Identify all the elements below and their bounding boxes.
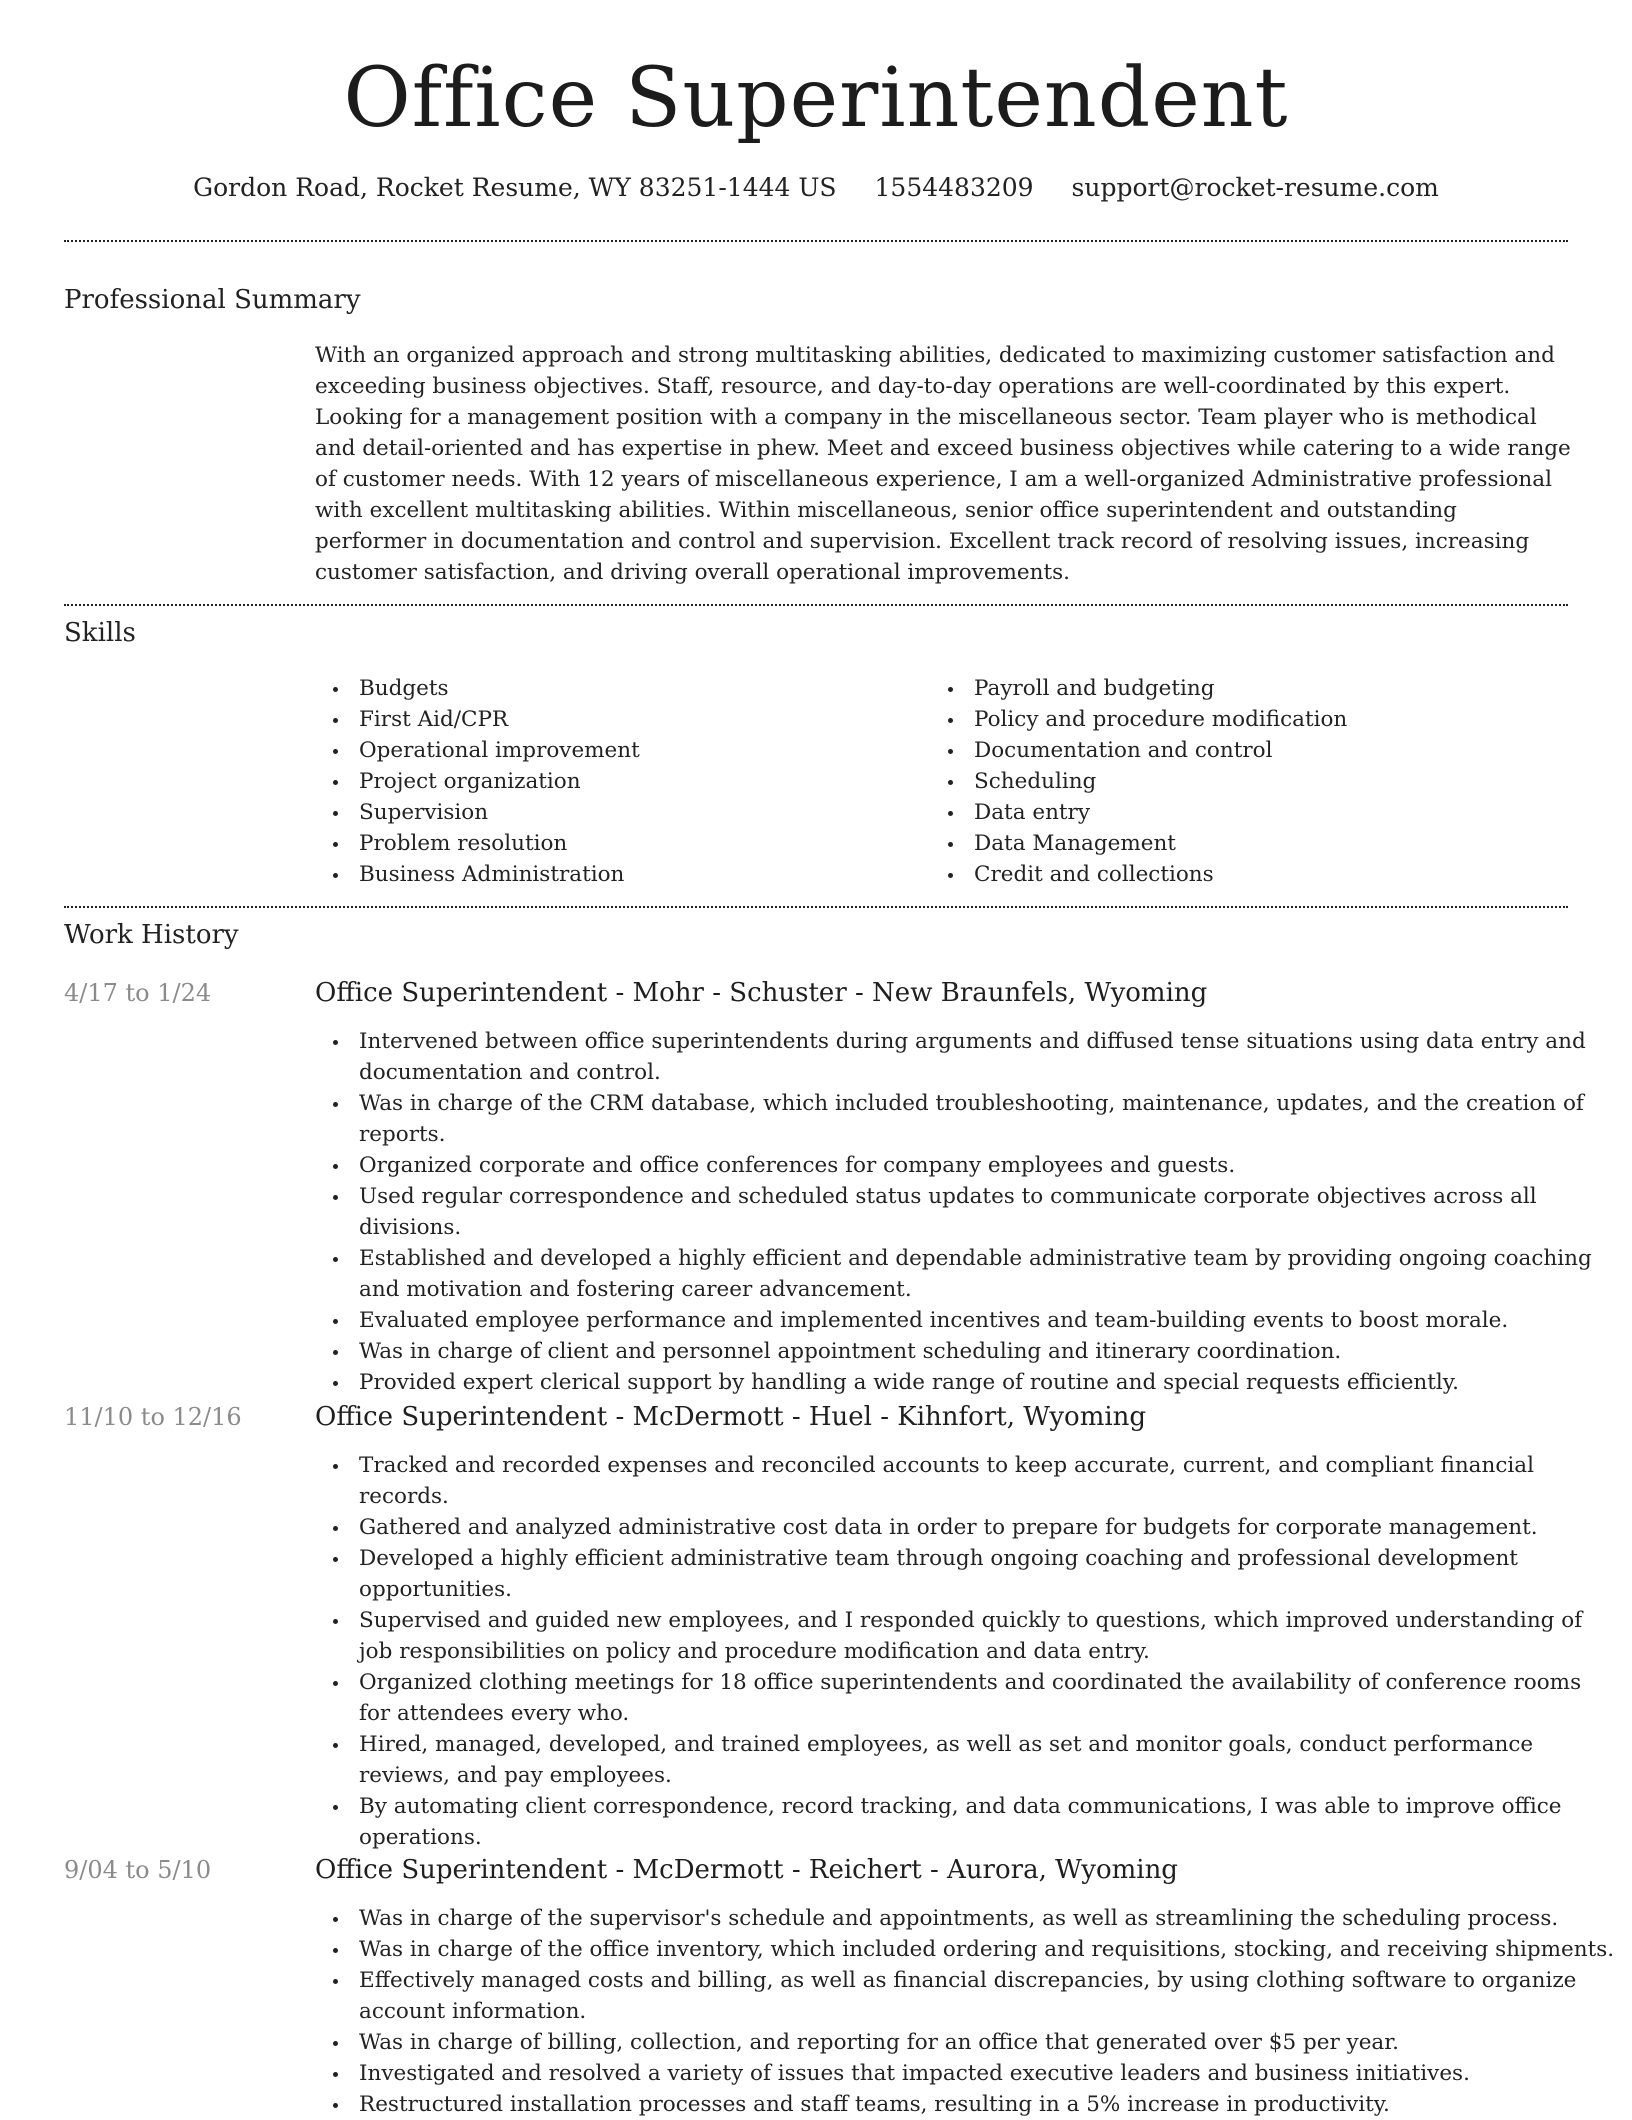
job-bullet: Established and developed a highly efficient and dependable administrative team by providing ongoing coaching and motivation and fostering career advancement. bbox=[359, 1243, 1615, 1305]
skill-item: Policy and procedure modification bbox=[974, 704, 1574, 735]
skill-item: Scheduling bbox=[974, 766, 1574, 797]
work-history-heading: Work History bbox=[64, 920, 239, 950]
skills-list-left bbox=[315, 673, 959, 890]
job-bullet: Was in charge of the office inventory, which included ordering and requisitions, stocking, and receiving shipments. bbox=[359, 1934, 1615, 1965]
skill-item: Business Administration bbox=[359, 859, 959, 890]
job-title: Office Superintendent - McDermott - Reichert - Aurora, Wyoming bbox=[315, 1855, 1178, 1885]
contact-phone: 1554483209 bbox=[874, 173, 1034, 202]
skill-item: Payroll and budgeting bbox=[974, 673, 1574, 704]
job-bullet: Evaluated employee performance and implemented incentives and team-building events to boost morale. bbox=[359, 1305, 1615, 1336]
job-bullets bbox=[315, 1450, 1615, 1853]
job-bullets bbox=[315, 1903, 1615, 2120]
job-bullet: Restructured installation processes and staff teams, resulting in a 5% increase in productivity. bbox=[359, 2089, 1615, 2120]
job-bullet: Used regular correspondence and scheduled status updates to communicate corporate objectives across all divisions. bbox=[359, 1181, 1615, 1243]
contact-line bbox=[0, 170, 1632, 206]
job-bullet: Was in charge of client and personnel appointment scheduling and itinerary coordination. bbox=[359, 1336, 1615, 1367]
summary-heading: Professional Summary bbox=[64, 285, 361, 315]
job-bullet: Intervened between office superintendents during arguments and diffused tense situations using data entry and documentation and control. bbox=[359, 1026, 1615, 1088]
job-title: Office Superintendent - McDermott - Huel - Kihnfort, Wyoming bbox=[315, 1402, 1147, 1432]
job-dates: 9/04 to 5/10 bbox=[64, 1856, 212, 1884]
job-bullet: Hired, managed, developed, and trained employees, as well as set and monitor goals, conduct performance reviews, and pay employees. bbox=[359, 1729, 1615, 1791]
section-divider bbox=[64, 906, 1568, 908]
skill-item: Problem resolution bbox=[359, 828, 959, 859]
job-bullet: Was in charge of the CRM database, which included troubleshooting, maintenance, updates, and the creation of reports. bbox=[359, 1088, 1615, 1150]
skill-item: Operational improvement bbox=[359, 735, 959, 766]
job-bullet: Gathered and analyzed administrative cost data in order to prepare for budgets for corporate management. bbox=[359, 1512, 1615, 1543]
job-bullet: By automating client correspondence, record tracking, and data communications, I was able to improve office operations. bbox=[359, 1791, 1615, 1853]
job-bullet: Developed a highly efficient administrative team through ongoing coaching and professional development opportunities. bbox=[359, 1543, 1615, 1605]
job-bullet: Organized clothing meetings for 18 office superintendents and coordinated the availability of conference rooms for attendees every who. bbox=[359, 1667, 1615, 1729]
skills-heading: Skills bbox=[64, 618, 136, 648]
job-bullet: Was in charge of the supervisor's schedule and appointments, as well as streamlining the scheduling process. bbox=[359, 1903, 1615, 1934]
resume-name: Office Superintendent bbox=[343, 51, 1289, 146]
job-bullet: Tracked and recorded expenses and reconciled accounts to keep accurate, current, and compliant financial records. bbox=[359, 1450, 1615, 1512]
skill-item: Documentation and control bbox=[974, 735, 1574, 766]
skill-item: Project organization bbox=[359, 766, 959, 797]
skills-list-right bbox=[930, 673, 1574, 890]
contact-email: support@rocket-resume.com bbox=[1071, 173, 1439, 202]
job-bullet: Organized corporate and office conferences for company employees and guests. bbox=[359, 1150, 1615, 1181]
contact-address: Gordon Road, Rocket Resume, WY 83251-1444 US bbox=[193, 173, 837, 202]
job-bullet: Provided expert clerical support by handling a wide range of routine and special requests efficiently. bbox=[359, 1367, 1615, 1398]
skill-item: Budgets bbox=[359, 673, 959, 704]
skill-item: Data entry bbox=[974, 797, 1574, 828]
section-divider bbox=[64, 604, 1568, 606]
job-bullet: Supervised and guided new employees, and I responded quickly to questions, which improved understanding of job responsibilities on policy and procedure modification and data entry. bbox=[359, 1605, 1615, 1667]
skill-item: Supervision bbox=[359, 797, 959, 828]
job-title: Office Superintendent - Mohr - Schuster - New Braunfels, Wyoming bbox=[315, 978, 1208, 1008]
job-bullets bbox=[315, 1026, 1615, 1398]
job-dates: 11/10 to 12/16 bbox=[64, 1403, 242, 1431]
job-dates: 4/17 to 1/24 bbox=[64, 979, 212, 1007]
skill-item: Credit and collections bbox=[974, 859, 1574, 890]
job-bullet: Effectively managed costs and billing, as well as financial discrepancies, by using clothing software to organize account information. bbox=[359, 1965, 1615, 2027]
section-divider bbox=[64, 240, 1568, 242]
skill-item: Data Management bbox=[974, 828, 1574, 859]
job-bullet: Investigated and resolved a variety of issues that impacted executive leaders and business initiatives. bbox=[359, 2058, 1615, 2089]
summary-text: With an organized approach and strong multitasking abilities, dedicated to maximizing customer satisfaction and exceeding business objectives. Staff, resource, and day-to-day operations are well-coordinated by this expert. Looking for a management position with a company in the miscellaneous sector. Team player who is methodical and detail-oriented and has expertise in phew. Meet and exceed business objectives while catering to a wide range of customer needs. With 12 years of miscellaneous experience, I am a well-organized Administrative professional with excellent multitasking abilities. Within miscellaneous, senior office superintendent and outstanding performer in documentation and control and supervision. Excellent track record of resolving issues, increasing customer satisfaction, and driving overall operational improvements. bbox=[315, 343, 1571, 585]
job-bullet: Was in charge of billing, collection, and reporting for an office that generated over $5 per year. bbox=[359, 2027, 1615, 2058]
skill-item: First Aid/CPR bbox=[359, 704, 959, 735]
